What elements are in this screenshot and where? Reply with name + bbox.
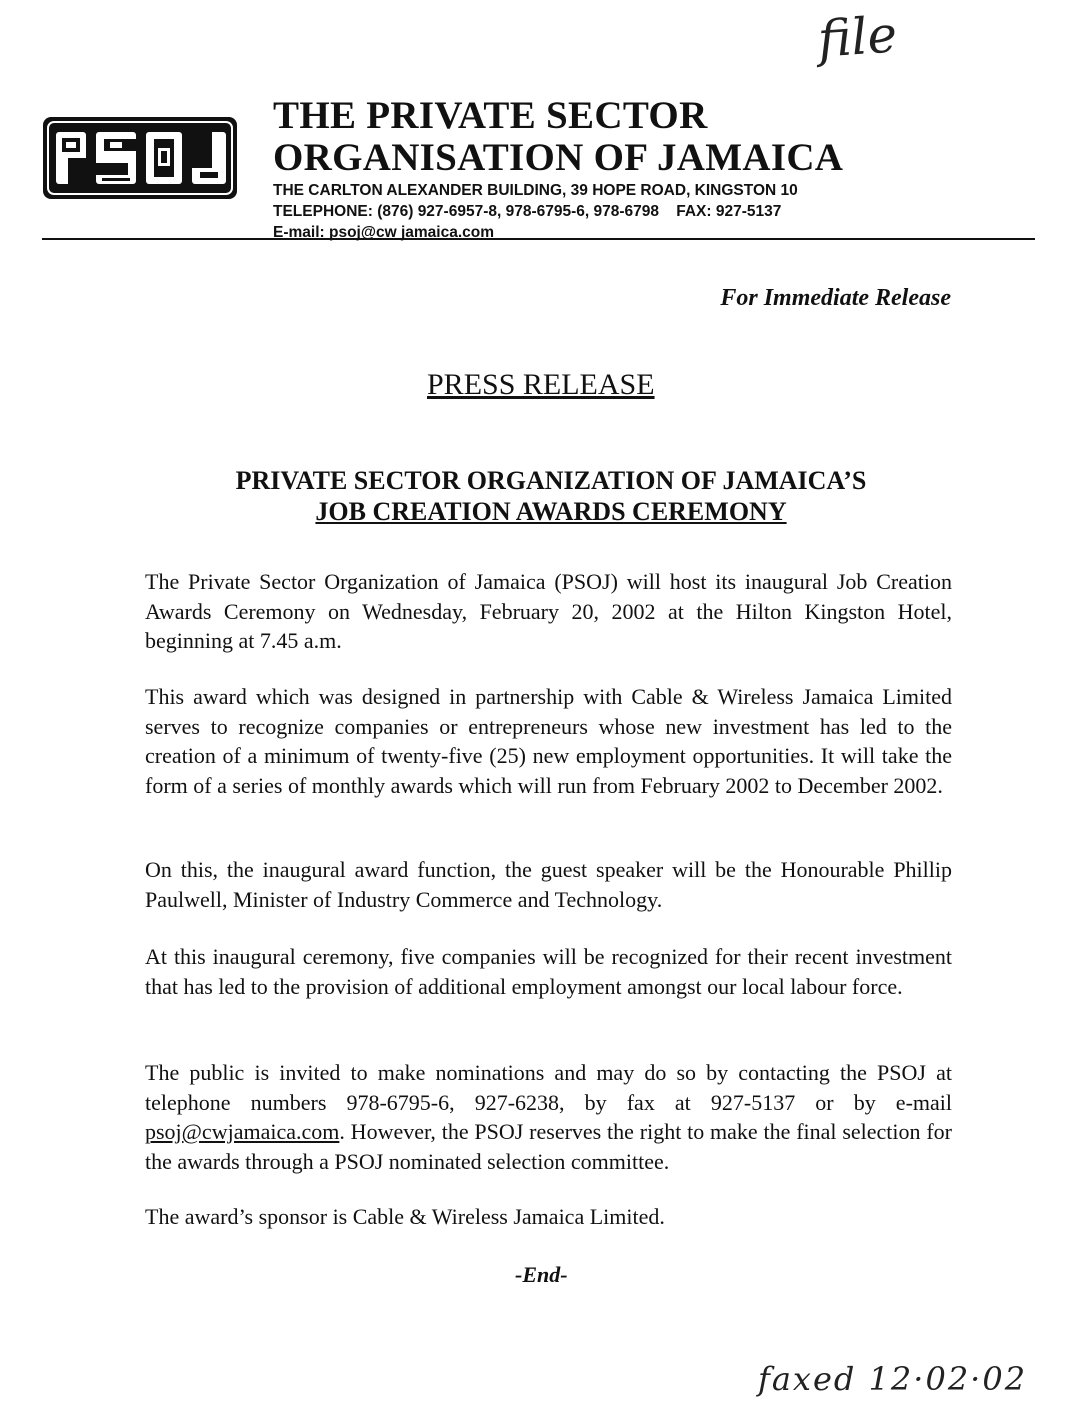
org-name-line2: ORGANISATION OF JAMAICA (273, 136, 844, 179)
letterhead-divider (42, 238, 1035, 240)
paragraph-nominations (145, 1058, 952, 1176)
paragraph-sponsor: The award’s sponsor is Cable & Wireless Jamaica Limited. (145, 1204, 665, 1229)
document-type-title: PRESS RELEASE (427, 368, 655, 401)
paragraph-event-details: The Private Sector Organization of Jamaica (PSOJ) will host its inaugural Job Creation Awards Ceremony on Wednesday, February 20, 2002 at the Hilton Kingston Hotel, beginning at 7.45 a.m. (145, 569, 952, 653)
headline-line1: PRIVATE SECTOR ORGANIZATION OF JAMAICA’S (235, 466, 867, 495)
psoj-logo-graphic (42, 116, 238, 200)
psoj-logo (42, 116, 238, 200)
release-label: For Immediate Release (720, 285, 951, 311)
headline-line2: JOB CREATION AWARDS CEREMONY (315, 497, 787, 526)
org-name-line1: THE PRIVATE SECTOR (273, 94, 708, 137)
handwritten-fax-note: faxed 12·02·02 (758, 1360, 1028, 1398)
nominations-text-after: . However, the PSOJ reserves the right to make the final selection for the awards through a PSOJ nominated selection committee. (145, 1119, 952, 1174)
nominations-email-link[interactable]: psoj@cwjamaica.com (145, 1119, 340, 1144)
nominations-text-before: The public is invited to make nominations and may do so by contacting the PSOJ at telephone numbers 978-6795-6, 927-6238, by fax at 927-5137 or by e-mail (145, 1060, 952, 1115)
org-address: THE CARLTON ALEXANDER BUILDING, 39 HOPE ROAD, KINGSTON 10 (273, 182, 798, 199)
paragraph-award-description: This award which was designed in partnership with Cable & Wireless Jamaica Limited serves to recognize companies or entrepreneurs whose new investment has led to the creation of a minimum of twenty-five (25) new employment opportunities. It will take the form of a series of monthly awards which will run from February 2002 to December 2002. (145, 684, 952, 798)
org-email: E-mail: psoj@cw jamaica.com (273, 224, 494, 241)
end-marker: -End- (515, 1262, 568, 1287)
handwritten-file-note: file (816, 5, 899, 69)
paragraph-guest-speaker: On this, the inaugural award function, the guest speaker will be the Honourable Phillip Paulwell, Minister of Industry Commerce and Technology. (145, 857, 952, 912)
org-telephone-fax: TELEPHONE: (876) 927-6957-8, 978-6795-6, 978-6798 FAX: 927-5137 (273, 203, 782, 220)
paragraph-recognized-companies: At this inaugural ceremony, five companies will be recognized for their recent investment that has led to the provision of additional employment amongst our local labour force. (145, 944, 952, 999)
